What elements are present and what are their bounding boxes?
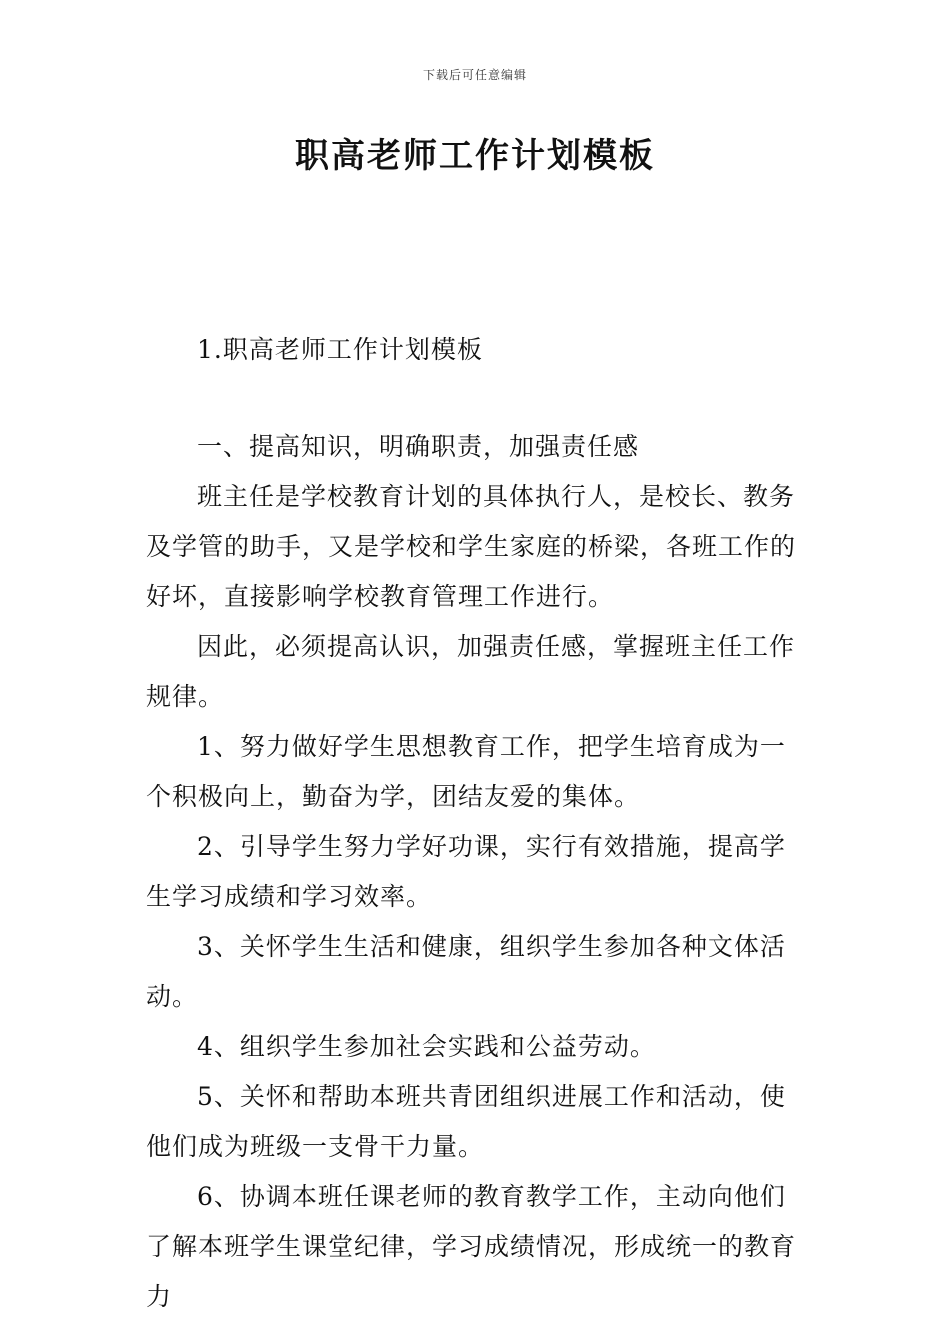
paragraph: 班主任是学校教育计划的具体执行人，是校长、教务及学管的助手，又是学校和学生家庭的桥梁，各班工作的好坏，直接影响学校教育管理工作进行。 [146,482,797,611]
paragraph: 一、提高知识，明确职责，加强责任感 [197,432,640,461]
document-title: 职高老师工作计划模板 [295,136,655,176]
paragraph: 5、关怀和帮助本班共青团组织进展工作和活动，使他们成为班级一支骨干力量。 [146,1082,786,1161]
paragraph: 1、努力做好学生思想教育工作，把学生培育成为一个积极向上，勤奋为学，团结友爱的集体。 [146,732,786,811]
document-body [146,422,808,1322]
paragraph: 6、协调本班任课老师的教育教学工作，主动向他们了解本班学生课堂纪律，学习成绩情况，形成统一的教育力 [146,1182,797,1311]
paragraph: 3、关怀学生生活和健康，组织学生参加各种文体活动。 [146,932,786,1011]
paragraph: 4、组织学生参加社会实践和公益劳动。 [197,1032,656,1061]
section-heading: 1.职高老师工作计划模板 [197,335,483,364]
paragraph: 2、引导学生努力学好功课，实行有效措施，提高学生学习成绩和学习效率。 [146,832,786,911]
header-note: 下载后可任意编辑 [422,68,527,82]
paragraph: 因此，必须提高认识，加强责任感，掌握班主任工作规律。 [146,632,796,711]
